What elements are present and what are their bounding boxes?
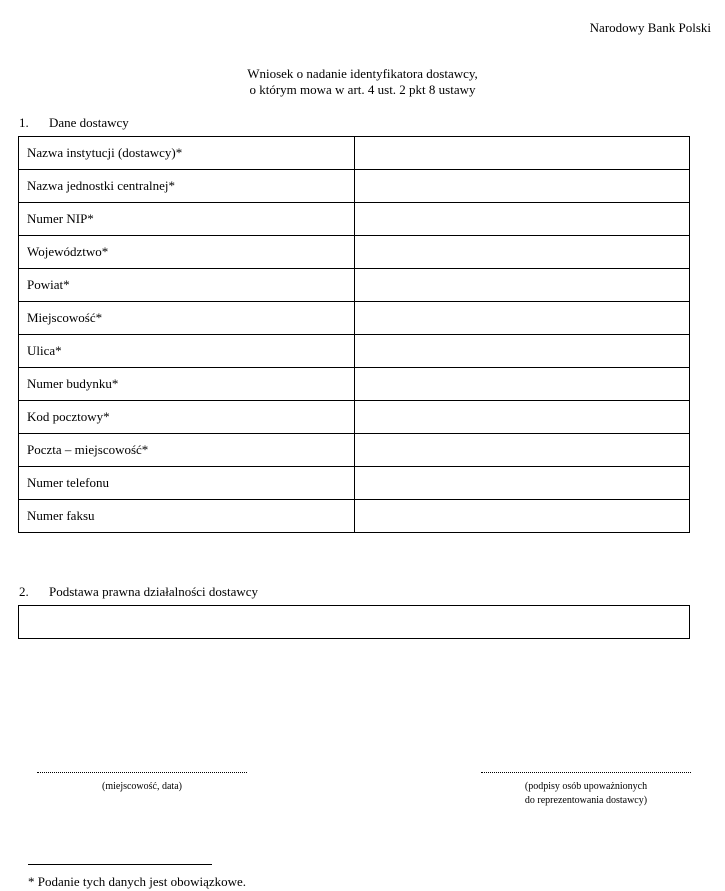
table-row xyxy=(19,236,690,269)
organization-name: Narodowy Bank Polski xyxy=(589,20,711,35)
field-value-input[interactable] xyxy=(355,170,690,203)
field-value-input[interactable] xyxy=(355,434,690,467)
field-value-input[interactable] xyxy=(355,500,690,533)
field-value-input[interactable] xyxy=(355,236,690,269)
authorized-signatures-caption xyxy=(481,780,691,808)
section-2-number: 2. xyxy=(19,584,29,599)
field-label: Nazwa instytucji (dostawcy)* xyxy=(19,137,355,170)
section-1-number: 1. xyxy=(19,115,29,130)
title-line-1: Wniosek o nadanie identyfikatora dostawcy, xyxy=(247,66,478,81)
field-value-input[interactable] xyxy=(355,137,690,170)
table-row xyxy=(19,170,690,203)
field-label: Numer NIP* xyxy=(19,203,355,236)
field-label: Numer faksu xyxy=(19,500,355,533)
field-value-input[interactable] xyxy=(355,335,690,368)
field-label: Ulica* xyxy=(19,335,355,368)
supplier-data-table xyxy=(18,136,690,533)
table-row xyxy=(19,368,690,401)
field-value-input[interactable] xyxy=(355,269,690,302)
table-row xyxy=(19,302,690,335)
legal-basis-field[interactable] xyxy=(18,605,690,639)
field-label: Numer telefonu xyxy=(19,467,355,500)
field-label: Nazwa jednostki centralnej* xyxy=(19,170,355,203)
field-label: Numer budynku* xyxy=(19,368,355,401)
field-value-input[interactable] xyxy=(355,401,690,434)
field-value-input[interactable] xyxy=(355,203,690,236)
field-value-input[interactable] xyxy=(355,302,690,335)
footnote-separator xyxy=(28,864,212,865)
place-date-caption: (miejscowość, data) xyxy=(102,781,182,792)
field-label: Poczta – miejscowość* xyxy=(19,434,355,467)
table-row xyxy=(19,269,690,302)
field-label: Województwo* xyxy=(19,236,355,269)
table-row xyxy=(19,401,690,434)
table-row xyxy=(19,434,690,467)
table-row xyxy=(19,335,690,368)
authorized-caption-line-1: (podpisy osób upoważnionych xyxy=(524,781,648,792)
table-row xyxy=(19,500,690,533)
field-label: Kod pocztowy* xyxy=(19,401,355,434)
authorized-caption-line-2: do reprezentowania dostawcy) xyxy=(524,795,648,806)
field-value-input[interactable] xyxy=(355,368,690,401)
field-value-input[interactable] xyxy=(355,467,690,500)
title-line-2: o którym mowa w art. 4 ust. 2 pkt 8 ustawy xyxy=(249,82,476,97)
document-title xyxy=(0,66,725,98)
table-row xyxy=(19,467,690,500)
place-date-signature-line[interactable] xyxy=(37,772,247,773)
field-label: Powiat* xyxy=(19,269,355,302)
table-row xyxy=(19,203,690,236)
field-label: Miejscowość* xyxy=(19,302,355,335)
table-row xyxy=(19,137,690,170)
authorized-signatures-line[interactable] xyxy=(481,772,691,773)
footnote: * Podanie tych danych jest obowiązkowe. xyxy=(28,874,247,889)
section-1-title: Dane dostawcy xyxy=(49,115,129,130)
section-2-title: Podstawa prawna działalności dostawcy xyxy=(49,584,259,599)
